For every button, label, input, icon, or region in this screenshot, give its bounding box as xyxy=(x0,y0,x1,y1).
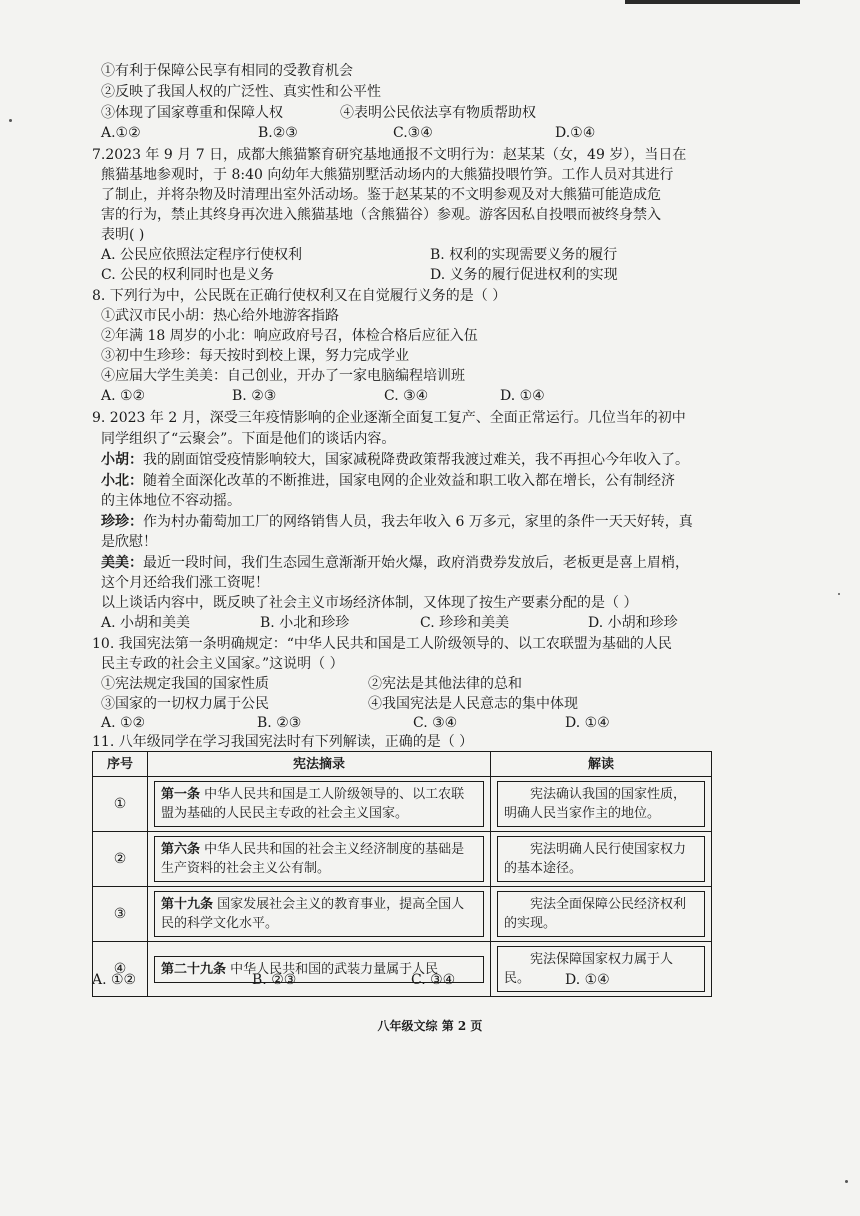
q10-option-c: C. ③④ xyxy=(413,715,458,731)
q8-statement-2: ②年满 18 周岁的小北：响应政府号召，体检合格后应征入伍 xyxy=(101,328,478,344)
q8-option-d: D. ①④ xyxy=(500,388,545,404)
q9-speaker-zhenzhen xyxy=(101,513,693,531)
q7-line-2: 熊猫基地参观时，于 8:40 向幼年大熊猫别墅活动场内的大熊猫投喂竹笋。工作人员对其进行 xyxy=(101,167,674,183)
q9-speaker-xiaobei xyxy=(101,472,675,490)
article-text: 中华人民共和国的武装力量属于人民 xyxy=(226,961,439,977)
article-text: 中华人民共和国的社会主义经济制度的基础是生产资料的社会主义公有制。 xyxy=(161,842,465,876)
q9-speaker-meimei-cont: 这个月还给我们涨工资呢！ xyxy=(101,575,269,591)
scan-speck xyxy=(9,119,12,122)
q10-statement-4: ④我国宪法是人民意志的集中体现 xyxy=(368,696,578,712)
table-header-row xyxy=(93,752,712,777)
q6-option-a: A.①② xyxy=(101,125,141,141)
q7-option-b: B. 权利的实现需要义务的履行 xyxy=(430,247,618,263)
speaker-text: 随着全面深化改革的不断推进，国家电网的企业效益和职工收入都在增长，公有制经济 xyxy=(143,473,675,489)
q10-stem-1: 10. 我国宪法第一条明确规定：“中华人民共和国是工人阶级领导的、以工农联盟为基础的人民 xyxy=(92,636,672,652)
table-row xyxy=(93,832,712,887)
q8-option-c: C. ③④ xyxy=(384,388,429,404)
article-label: 第六条 xyxy=(161,842,201,857)
q9-speaker-zhenzhen-cont: 是欣慰！ xyxy=(101,534,157,550)
q11-option-d: D. ①④ xyxy=(565,972,610,988)
q6-option-d: D.①④ xyxy=(555,125,596,141)
scan-speck xyxy=(838,593,840,595)
q9-speaker-xiaohu xyxy=(101,451,689,469)
q8-statement-1: ①武汉市民小胡：热心给外地游客指路 xyxy=(101,308,339,324)
page-footer: 八年级文综 第 2 页 xyxy=(377,1019,483,1033)
q9-intro-1: 9. 2023 年 2 月，深受三年疫情影响的企业逐渐全面复工复产、全面正常运行。几位当年的初中 xyxy=(92,410,686,426)
col-header-interpretation: 解读 xyxy=(491,752,712,777)
q9-option-a: A. 小胡和美美 xyxy=(101,615,191,631)
q8-statement-3: ③初中生珍珍：每天按时到校上课，努力完成学业 xyxy=(101,348,409,364)
q11-option-a: A. ①② xyxy=(92,972,137,988)
interpretation-text: 宪法全面保障公民经济权利的实现。 xyxy=(497,891,705,937)
q10-option-b: B. ②③ xyxy=(257,715,302,731)
q8-option-a: A. ①② xyxy=(101,388,146,404)
q9-option-b: B. 小北和珍珍 xyxy=(260,615,350,631)
scan-speck xyxy=(845,1180,848,1183)
scan-edge-mark xyxy=(625,0,800,4)
speaker-text: 最近一段时间，我们生态园生意渐渐开始火爆，政府消费券发放后，老板更是喜上眉梢， xyxy=(143,555,689,571)
q8-option-b: B. ②③ xyxy=(232,388,277,404)
q7-option-c: C. 公民的权利同时也是义务 xyxy=(101,267,275,283)
speaker-name: 小胡： xyxy=(101,452,143,468)
speaker-text: 作为村办葡萄加工厂的网络销售人员，我去年收入 6 万多元，家里的条件一天天好转，真 xyxy=(143,514,693,530)
q11-stem: 11. 八年级同学在学习我国宪法时有下列解读，正确的是（ ） xyxy=(92,734,474,750)
col-header-excerpt: 宪法摘录 xyxy=(148,752,491,777)
row-excerpt xyxy=(148,832,491,887)
q7-line-1: 7.2023 年 9 月 7 日，成都大熊猫繁育研究基地通报不文明行为：赵某某（女，49 岁），当日在 xyxy=(92,147,687,163)
article-label: 第一条 xyxy=(161,787,201,802)
interpretation-text: 宪法明确人民行使国家权力的基本途径。 xyxy=(497,836,705,882)
q9-option-d: D. 小胡和珍珍 xyxy=(588,615,678,631)
row-number: ① xyxy=(93,777,148,832)
q8-stem: 8. 下列行为中，公民既在正确行使权利又在自觉履行义务的是（ ） xyxy=(92,288,507,304)
row-interpretation xyxy=(491,832,712,887)
q9-speaker-meimei xyxy=(101,554,689,572)
q10-stem-2: 民主专政的社会主义国家。”这说明（ ） xyxy=(101,656,344,672)
interpretation-text: 宪法保障国家权力属于人民。 xyxy=(497,946,705,992)
q10-option-d: D. ①④ xyxy=(565,715,610,731)
article-label: 第二十九条 xyxy=(161,961,227,977)
q10-option-a: A. ①② xyxy=(101,715,146,731)
q9-intro-2: 同学组织了“云聚会”。下面是他们的谈话内容。 xyxy=(101,431,396,447)
q7-line-4: 害的行为，禁止其终身再次进入熊猫基地（含熊猫谷）参观。游客因私自投喂而被终身禁入 xyxy=(101,207,661,223)
row-excerpt xyxy=(148,887,491,942)
constitution-table xyxy=(92,751,712,997)
row-excerpt xyxy=(148,777,491,832)
q10-statement-2: ②宪法是其他法律的总和 xyxy=(368,676,522,692)
speaker-name: 小北： xyxy=(101,473,143,489)
q6-statement-1: ①有利于保障公民享有相同的受教育机会 xyxy=(101,63,353,79)
row-number: ③ xyxy=(93,887,148,942)
q6-option-c: C.③④ xyxy=(393,125,433,141)
table-row xyxy=(93,942,712,997)
speaker-name: 珍珍： xyxy=(101,514,143,530)
col-header-number: 序号 xyxy=(93,752,148,777)
article-label: 第十九条 xyxy=(161,897,214,912)
row-interpretation xyxy=(491,887,712,942)
q7-option-a: A. 公民应依照法定程序行使权利 xyxy=(101,247,303,263)
q10-statement-1: ①宪法规定我国的国家性质 xyxy=(101,676,269,692)
row-interpretation xyxy=(491,777,712,832)
q11-option-b: B. ②③ xyxy=(252,972,297,988)
q9-question: 以上谈话内容中，既反映了社会主义市场经济体制，又体现了按生产要素分配的是（ ） xyxy=(101,595,638,611)
q11-option-c: C. ③④ xyxy=(411,972,456,988)
speaker-name: 美美： xyxy=(101,555,143,571)
q7-line-5: 表明( ) xyxy=(101,227,145,243)
q6-statement-3: ③体现了国家尊重和保障人权 xyxy=(101,105,283,121)
row-number: ④ xyxy=(93,942,148,997)
row-number: ② xyxy=(93,832,148,887)
article-text: 国家发展社会主义的教育事业，提高全国人民的科学文化水平。 xyxy=(161,897,465,931)
table-row xyxy=(93,777,712,832)
table-row xyxy=(93,887,712,942)
speaker-text: 我的剧面馆受疫情影响较大，国家减税降费政策帮我渡过难关，我不再担心今年收入了。 xyxy=(143,452,689,468)
q10-statement-3: ③国家的一切权力属于公民 xyxy=(101,696,269,712)
q9-option-c: C. 珍珍和美美 xyxy=(420,615,510,631)
article-text: 中华人民共和国是工人阶级领导的、以工农联盟为基础的人民民主专政的社会主义国家。 xyxy=(161,787,465,821)
interpretation-text: 宪法确认我国的国家性质，明确人民当家作主的地位。 xyxy=(497,781,705,827)
q7-line-3: 了制止，并将杂物及时清理出室外活动场。鉴于赵某某的不文明参观及对大熊猫可能造成危 xyxy=(101,187,661,203)
q6-statement-4: ④表明公民依法享有物质帮助权 xyxy=(340,105,536,121)
q6-option-b: B.②③ xyxy=(258,125,298,141)
q8-statement-4: ④应届大学生美美：自己创业，开办了一家电脑编程培训班 xyxy=(101,368,465,384)
q9-speaker-xiaobei-cont: 的主体地位不容动摇。 xyxy=(101,493,241,509)
q7-option-d: D. 义务的履行促进权利的实现 xyxy=(430,267,618,283)
q6-statement-2: ②反映了我国人权的广泛性、真实性和公平性 xyxy=(101,84,381,100)
